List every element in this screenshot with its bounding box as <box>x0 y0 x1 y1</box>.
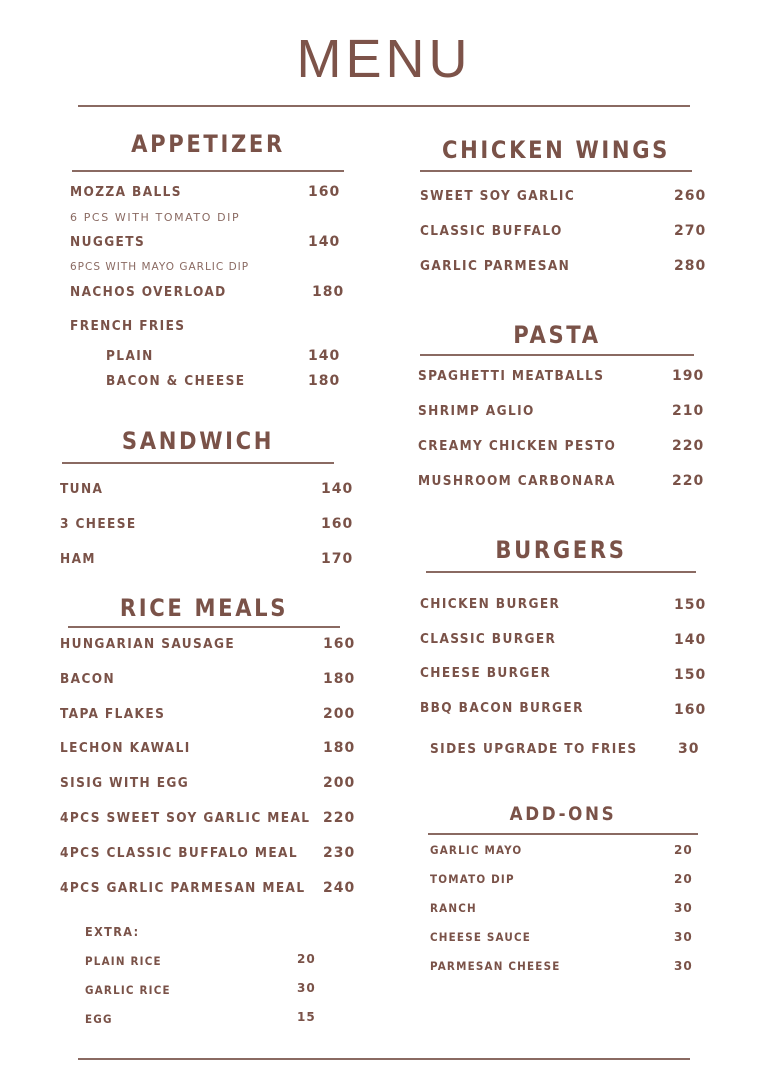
menu-item-price: 140 <box>308 234 341 250</box>
menu-item-price: 30 <box>674 959 693 973</box>
menu-item-price: 30 <box>674 901 693 915</box>
menu-item-name: PARMESAN CHEESE <box>430 959 561 973</box>
section-heading-appetizer: APPETIZER <box>131 130 285 158</box>
menu-item-name: CHEESE BURGER <box>420 665 552 681</box>
section-heading-sandwich: SANDWICH <box>121 427 275 455</box>
menu-item-price: 210 <box>672 403 705 419</box>
bottom-divider <box>78 1058 690 1060</box>
menu-item-name: BACON <box>60 671 116 687</box>
menu-item-name: CREAMY CHICKEN PESTO <box>418 438 617 454</box>
menu-item-name: LECHON KAWALI <box>60 740 191 756</box>
menu-item-price: 160 <box>323 636 356 652</box>
menu-item-price: 260 <box>674 188 707 204</box>
menu-item-price: 180 <box>323 671 356 687</box>
top-divider <box>78 105 690 107</box>
menu-item-name: BACON & CHEESE <box>106 373 246 389</box>
menu-item-price: 15 <box>297 1010 316 1024</box>
menu-item-price: 200 <box>323 775 356 791</box>
menu-item-price: 280 <box>674 258 707 274</box>
menu-item-name: GARLIC RICE <box>85 983 171 997</box>
section-heading-rice-meals: RICE MEALS <box>119 594 289 622</box>
sides-upgrade-name: SIDES UPGRADE TO FRIES <box>430 741 638 757</box>
sides-upgrade-price: 30 <box>678 741 700 757</box>
menu-item-price: 20 <box>297 952 316 966</box>
menu-item-name: NACHOS OVERLOAD <box>70 284 227 300</box>
menu-item-name: NUGGETS <box>70 234 146 250</box>
menu-item-name: 3 CHEESE <box>60 516 137 532</box>
menu-item-price: 140 <box>321 481 354 497</box>
menu-item-price: 200 <box>323 706 356 722</box>
menu-item-name: RANCH <box>430 901 477 915</box>
menu-item-price: 150 <box>674 667 707 683</box>
menu-item-name: TAPA FLAKES <box>60 706 166 722</box>
menu-item-description: 6PCS WITH MAYO GARLIC DIP <box>70 261 250 273</box>
menu-item-name: 4PCS GARLIC PARMESAN MEAL <box>60 880 306 896</box>
appetizer-divider <box>72 170 344 172</box>
menu-item-price: 190 <box>672 368 705 384</box>
menu-item-name: FRENCH FRIES <box>70 318 186 334</box>
menu-item-name: 4PCS SWEET SOY GARLIC MEAL <box>60 810 311 826</box>
menu-item-price: 180 <box>323 740 356 756</box>
section-heading-pasta: PASTA <box>513 321 601 349</box>
menu-item-name: PLAIN <box>106 348 154 364</box>
burgers-divider <box>426 571 696 573</box>
menu-item-name: CLASSIC BURGER <box>420 631 557 647</box>
menu-item-name: SHRIMP AGLIO <box>418 403 535 419</box>
menu-item-name: EGG <box>85 1012 113 1026</box>
menu-item-name: CHICKEN BURGER <box>420 596 561 612</box>
sandwich-divider <box>62 462 334 464</box>
menu-item-name: SISIG WITH EGG <box>60 775 190 791</box>
rice-meals-divider <box>68 626 340 628</box>
chicken-wings-divider <box>420 170 692 172</box>
menu-item-price: 160 <box>321 516 354 532</box>
menu-item-price: 140 <box>308 348 341 364</box>
menu-item-name: GARLIC PARMESAN <box>420 258 571 274</box>
menu-item-description: 6 PCS WITH TOMATO DIP <box>70 211 241 224</box>
menu-item-name: MOZZA BALLS <box>70 184 182 200</box>
section-heading-burgers: BURGERS <box>495 536 627 564</box>
menu-item-price: 180 <box>308 373 341 389</box>
extra-heading: EXTRA: <box>85 924 140 939</box>
menu-item-price: 220 <box>323 810 356 826</box>
menu-item-price: 180 <box>312 284 345 300</box>
menu-item-price: 30 <box>297 981 316 995</box>
menu-item-name: TOMATO DIP <box>430 872 515 886</box>
menu-item-name: SWEET SOY GARLIC <box>420 188 576 204</box>
menu-item-price: 150 <box>674 597 707 613</box>
menu-item-price: 160 <box>674 702 707 718</box>
menu-item-price: 30 <box>674 930 693 944</box>
menu-item-name: GARLIC MAYO <box>430 843 523 857</box>
section-heading-chicken-wings: CHICKEN WINGS <box>441 136 671 164</box>
menu-item-price: 220 <box>672 438 705 454</box>
menu-item-name: CLASSIC BUFFALO <box>420 223 563 239</box>
menu-item-price: 270 <box>674 223 707 239</box>
menu-item-name: BBQ BACON BURGER <box>420 700 584 716</box>
menu-item-name: TUNA <box>60 481 104 497</box>
menu-item-price: 20 <box>674 872 693 886</box>
page-title: MENU <box>296 29 472 89</box>
menu-item-name: HUNGARIAN SAUSAGE <box>60 636 236 652</box>
section-heading-add-ons: ADD-ONS <box>509 803 617 825</box>
menu-item-name: PLAIN RICE <box>85 954 162 968</box>
menu-item-name: MUSHROOM CARBONARA <box>418 473 616 489</box>
menu-item-price: 20 <box>674 843 693 857</box>
menu-item-price: 140 <box>674 632 707 648</box>
menu-item-price: 160 <box>308 184 341 200</box>
menu-item-price: 240 <box>323 880 356 896</box>
menu-item-name: CHEESE SAUCE <box>430 930 532 944</box>
menu-item-name: 4PCS CLASSIC BUFFALO MEAL <box>60 845 298 861</box>
menu-item-name: SPAGHETTI MEATBALLS <box>418 368 605 384</box>
menu-item-price: 230 <box>323 845 356 861</box>
menu-item-price: 170 <box>321 551 354 567</box>
menu-item-name: HAM <box>60 551 96 567</box>
menu-item-price: 220 <box>672 473 705 489</box>
pasta-divider <box>420 354 694 356</box>
add-ons-divider <box>428 833 698 835</box>
